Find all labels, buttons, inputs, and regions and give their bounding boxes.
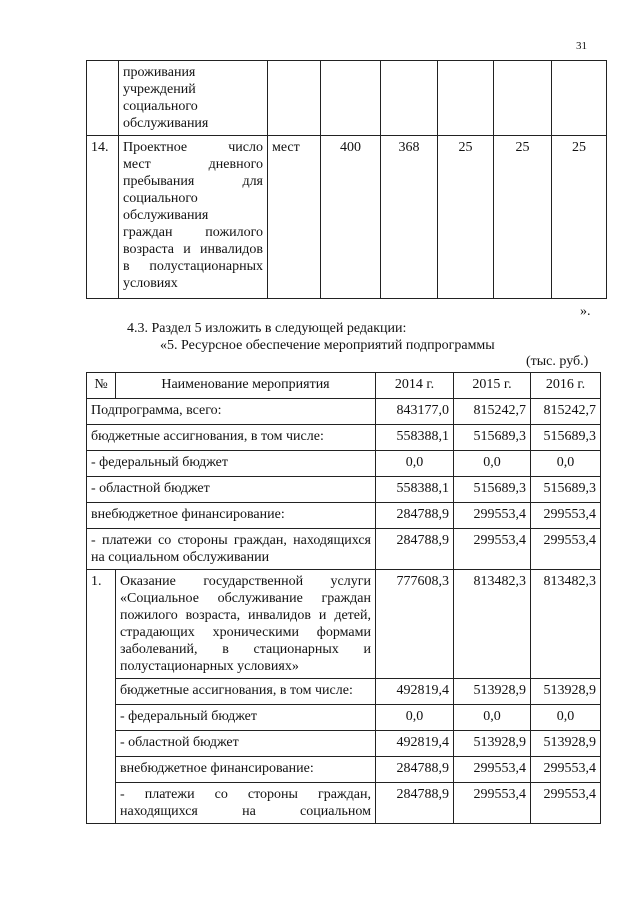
row-label: - федеральный бюджет xyxy=(116,705,376,731)
table-row xyxy=(87,61,607,136)
cell-line: возраста и инвалидов xyxy=(123,242,263,257)
section-title: «5. Ресурсное обеспечение мероприятий подпрограммы xyxy=(160,338,495,353)
cell-line: граждан пожилого xyxy=(123,225,263,240)
value-cell: 843177,0 xyxy=(376,399,454,425)
value-cell: 284788,9 xyxy=(376,529,454,570)
top-table xyxy=(86,60,607,299)
value-cell: 515689,3 xyxy=(454,425,531,451)
value-cell: 299553,4 xyxy=(531,757,601,783)
table-row xyxy=(87,503,601,529)
table-row xyxy=(87,570,601,679)
value-cell: 284788,9 xyxy=(376,503,454,529)
cell-line: Проектное число xyxy=(123,140,263,155)
table-cell xyxy=(381,61,438,136)
table-cell: 25 xyxy=(552,136,607,299)
row-number: 14. xyxy=(87,136,119,299)
table-cell xyxy=(119,61,268,136)
table-row xyxy=(87,399,601,425)
value-cell: 815242,7 xyxy=(531,399,601,425)
value-cell: 299553,4 xyxy=(454,503,531,529)
row-label: - областной бюджет xyxy=(116,731,376,757)
value-cell: 299553,4 xyxy=(454,529,531,570)
header-cell: № xyxy=(87,373,116,399)
value-cell: 515689,3 xyxy=(454,477,531,503)
cell-line: социального xyxy=(123,99,198,114)
value-cell: 513928,9 xyxy=(531,731,601,757)
table-row xyxy=(87,731,601,757)
table-row xyxy=(87,477,601,503)
value-cell: 558388,1 xyxy=(376,425,454,451)
value-cell: 284788,9 xyxy=(376,783,454,824)
row-label: - платежи со стороны граждан, находящихся на социальном обслуживании xyxy=(87,529,376,570)
row-label: Оказание государственной услуги «Социальное обслуживание граждан пожилого возраста, инвалидов и детей, страдающих хроническими формами заболеваний, в стационарных и полустационарных условиях» xyxy=(116,570,376,679)
row-label: бюджетные ассигнования, в том числе: xyxy=(87,425,376,451)
cell-line: социального xyxy=(123,191,198,206)
row-label: внебюджетное финансирование: xyxy=(87,503,376,529)
resource-table xyxy=(86,372,601,824)
value-cell: 777608,3 xyxy=(376,570,454,679)
value-cell: 513928,9 xyxy=(531,679,601,705)
table-row xyxy=(87,679,601,705)
value-cell: 299553,4 xyxy=(531,529,601,570)
value-cell: 0,0 xyxy=(454,705,531,731)
cell-line: обслуживания xyxy=(123,116,209,131)
value-cell: 299553,4 xyxy=(531,503,601,529)
table-cell: 368 xyxy=(381,136,438,299)
table-row xyxy=(87,425,601,451)
value-cell: 492819,4 xyxy=(376,731,454,757)
table-cell xyxy=(119,136,268,299)
row-label: - областной бюджет xyxy=(87,477,376,503)
value-cell: 492819,4 xyxy=(376,679,454,705)
table-cell: 400 xyxy=(321,136,381,299)
value-cell: 0,0 xyxy=(531,451,601,477)
cell-line: мест дневного xyxy=(123,157,263,172)
value-cell: 0,0 xyxy=(376,705,454,731)
table-row xyxy=(87,783,601,824)
row-label: Подпрограмма, всего: xyxy=(87,399,376,425)
cell-line: условиях xyxy=(123,276,178,291)
value-cell: 513928,9 xyxy=(454,679,531,705)
row-label: - федеральный бюджет xyxy=(87,451,376,477)
value-cell: 515689,3 xyxy=(531,477,601,503)
value-cell: 513928,9 xyxy=(454,731,531,757)
header-cell: Наименование мероприятия xyxy=(116,373,376,399)
table-cell xyxy=(438,61,494,136)
value-cell: 0,0 xyxy=(376,451,454,477)
section-line: 4.3. Раздел 5 изложить в следующей редакции: xyxy=(127,321,407,336)
row-label: - платежи со стороны граждан, находящихся на социальном xyxy=(116,783,376,824)
row-label: внебюджетное финансирование: xyxy=(116,757,376,783)
units-label: (тыс. руб.) xyxy=(526,354,589,369)
table-row xyxy=(87,529,601,570)
table-row xyxy=(87,757,601,783)
header-cell: 2014 г. xyxy=(376,373,454,399)
close-quote: ». xyxy=(580,304,591,319)
table-cell xyxy=(494,61,552,136)
value-cell: 0,0 xyxy=(454,451,531,477)
cell-line: пребывания для xyxy=(123,174,263,189)
value-cell: 813482,3 xyxy=(454,570,531,679)
value-cell: 558388,1 xyxy=(376,477,454,503)
row-label: бюджетные ассигнования, в том числе: xyxy=(116,679,376,705)
table-cell: 25 xyxy=(494,136,552,299)
table-cell: мест xyxy=(268,136,321,299)
cell-line: в полустационарных xyxy=(123,259,263,274)
value-cell: 815242,7 xyxy=(454,399,531,425)
value-cell: 299553,4 xyxy=(454,783,531,824)
value-cell: 813482,3 xyxy=(531,570,601,679)
cell-line: учреждений xyxy=(123,82,196,97)
value-cell: 299553,4 xyxy=(531,783,601,824)
table-cell xyxy=(268,61,321,136)
value-cell: 299553,4 xyxy=(454,757,531,783)
table-row xyxy=(87,136,607,299)
row-number: 1. xyxy=(87,570,116,824)
value-cell: 515689,3 xyxy=(531,425,601,451)
table-cell xyxy=(552,61,607,136)
page-number: 31 xyxy=(576,40,587,52)
table-header-row xyxy=(87,373,601,399)
value-cell: 284788,9 xyxy=(376,757,454,783)
table-cell xyxy=(321,61,381,136)
header-cell: 2015 г. xyxy=(454,373,531,399)
table-row xyxy=(87,705,601,731)
table-row xyxy=(87,451,601,477)
table-cell xyxy=(87,61,119,136)
value-cell: 0,0 xyxy=(531,705,601,731)
cell-line: обслуживания xyxy=(123,208,209,223)
cell-line: проживания xyxy=(123,65,196,80)
table-cell: 25 xyxy=(438,136,494,299)
header-cell: 2016 г. xyxy=(531,373,601,399)
